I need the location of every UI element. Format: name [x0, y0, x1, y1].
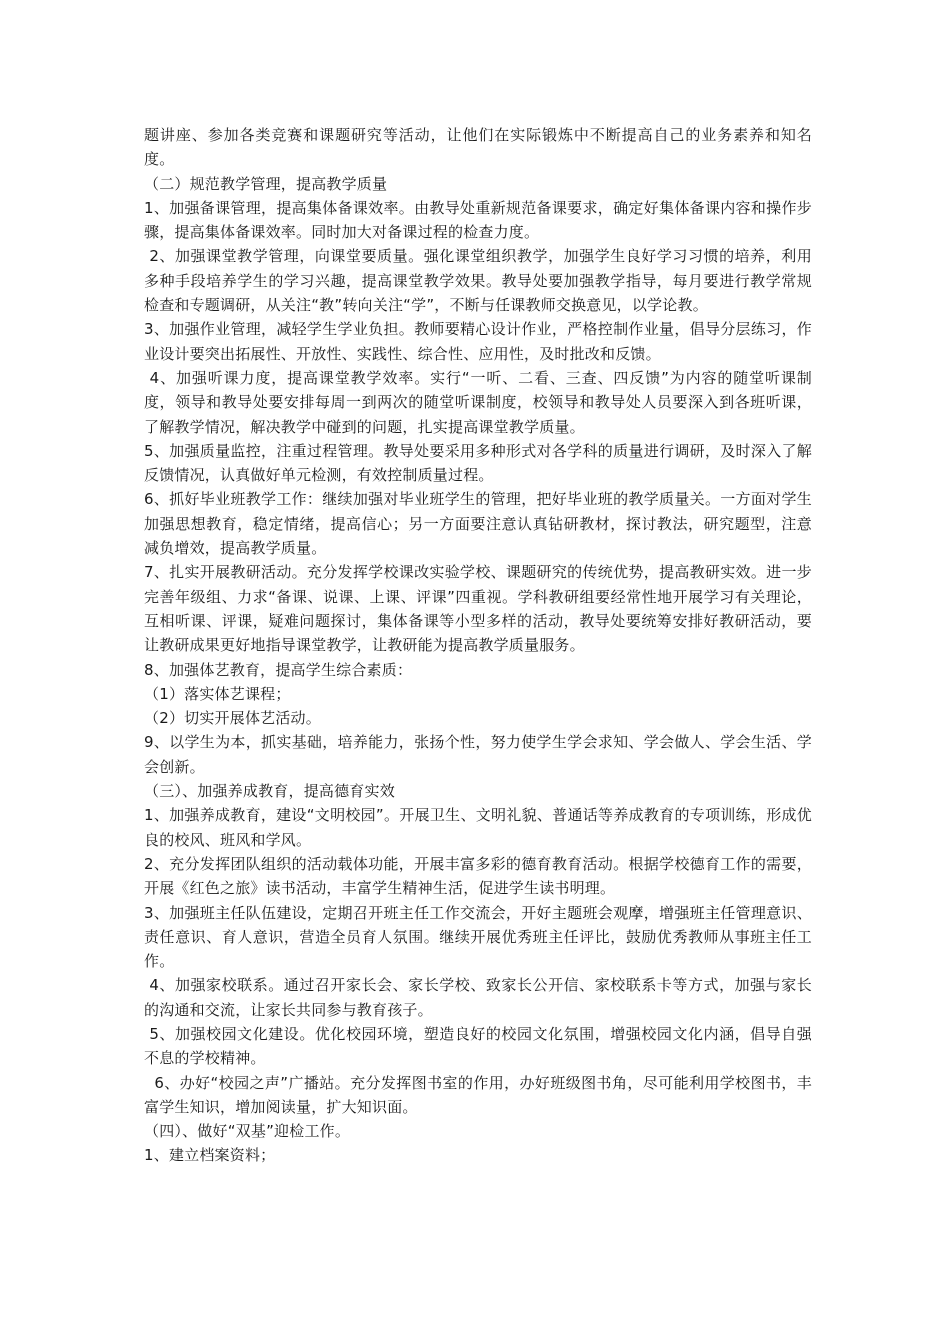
list-item: （2）切实开展体艺活动。 [144, 709, 321, 728]
paragraph: 2、充分发挥团队组织的活动载体功能，开展丰富多彩的德育教育活动。根据学校德育工作的需要，开展《红色之旅》读书活动，丰富学生精神生活，促进学生读书明理。 [144, 854, 812, 898]
paragraph: 7、扎实开展教研活动。充分发挥学校课改实验学校、课题研究的传统优势，提高教研实效。进一步完善年级组、力求“备课、说课、上课、评课”四重视。学科教研组要经常性地开展学习有关理论，互相听课、评课，疑难问题探讨，集体备课等小型多样的活动，教导处要统筹安排好教研活动，要让教研成果更好地指导课堂教学，让教研能为提高教学质量服务。 [144, 563, 812, 655]
paragraph: 5、加强质量监控，注重过程管理。教导处要采用多种形式对各学科的质量进行调研，及时深入了解反馈情况，认真做好单元检测，有效控制质量过程。 [144, 441, 812, 485]
section-heading: （二）规范教学管理，提高教学质量 [144, 174, 388, 193]
section-heading: （三）、加强养成教育，提高德育实效 [144, 782, 395, 801]
paragraph: 5、加强校园文化建设。优化校园环境，塑造良好的校园文化氛围，增强校园文化内涵，倡导自强不息的学校精神。 [144, 1024, 813, 1068]
list-item: （1）落实体艺课程； [144, 684, 291, 703]
paragraph: 3、加强班主任队伍建设，定期召开班主任工作交流会，开好主题班会观摩，增强班主任管理意识、责任意识、育人意识，营造全员育人氛围。继续开展优秀班主任评比，鼓励优秀教师从事班主任工作。 [144, 903, 812, 971]
paragraph: 8、加强体艺教育，提高学生综合素质： [144, 660, 413, 679]
paragraph: 题讲座、参加各类竞赛和课题研究等活动，让他们在实际锻炼中不断提高自己的业务素养和知名度。 [144, 126, 812, 169]
paragraph: 3、加强作业管理，减轻学生学业负担。教师要精心设计作业，严格控制作业量，倡导分层练习，作业设计要突出拓展性、开放性、实践性、综合性、应用性，及时批改和反馈。 [144, 320, 812, 363]
paragraph: 4、加强听课力度，提高课堂教学效率。实行“一听、二看、三查、四反馈”为内容的随堂听课制度，领导和教导处要安排每周一到两次的随堂听课制度，校领导和教导处人员要深入到各班听课，了解教学情况，解决教学中碰到的问题，扎实提高课堂教学质量。 [144, 368, 812, 436]
paragraph: 6、办好“校园之声”广播站。充分发挥图书室的作用，办好班级图书角，尽可能利用学校图书，丰富学生知识，增加阅读量，扩大知识面。 [144, 1073, 812, 1116]
paragraph: 9、以学生为本，抓实基础，培养能力，张扬个性，努力使学生学会求知、学会做人、学会生活、学会创新。 [144, 733, 812, 776]
paragraph: 1、加强备课管理，提高集体备课效率。由教导处重新规范备课要求，确定好集体备课内容和操作步骤，提高集体备课效率。同时加大对备课过程的检查力度。 [144, 198, 812, 242]
paragraph: 1、建立档案资料； [144, 1146, 276, 1165]
document-body [144, 123, 812, 1168]
paragraph: 4、加强家校联系。通过召开家长会、家长学校、致家长公开信、家校联系卡等方式，加强与家长的沟通和交流，让家长共同参与教育孩子。 [144, 976, 813, 1019]
paragraph: 1、加强养成教育，建设“文明校园”。开展卫生、文明礼貌、普通话等养成教育的专项训练，形成优良的校风、班风和学风。 [144, 806, 812, 849]
paragraph: 2、加强课堂教学管理，向课堂要质量。强化课堂组织教学，加强学生良好学习习惯的培养，利用多种手段培养学生的学习兴趣，提高课堂教学效果。教导处要加强教学指导，每月要进行教学常规检查和专题调研，从关注“教”转向关注“学”，不断与任课教师交换意见，以学论教。 [144, 247, 813, 315]
section-heading: （四）、做好“双基”迎检工作。 [144, 1122, 351, 1141]
paragraph: 6、抓好毕业班教学工作：继续加强对毕业班学生的管理，把好毕业班的教学质量关。一方面对学生加强思想教育，稳定情绪，提高信心；另一方面要注意认真钻研教材，探讨教法，研究题型，注意减负增效，提高教学质量。 [144, 490, 812, 558]
